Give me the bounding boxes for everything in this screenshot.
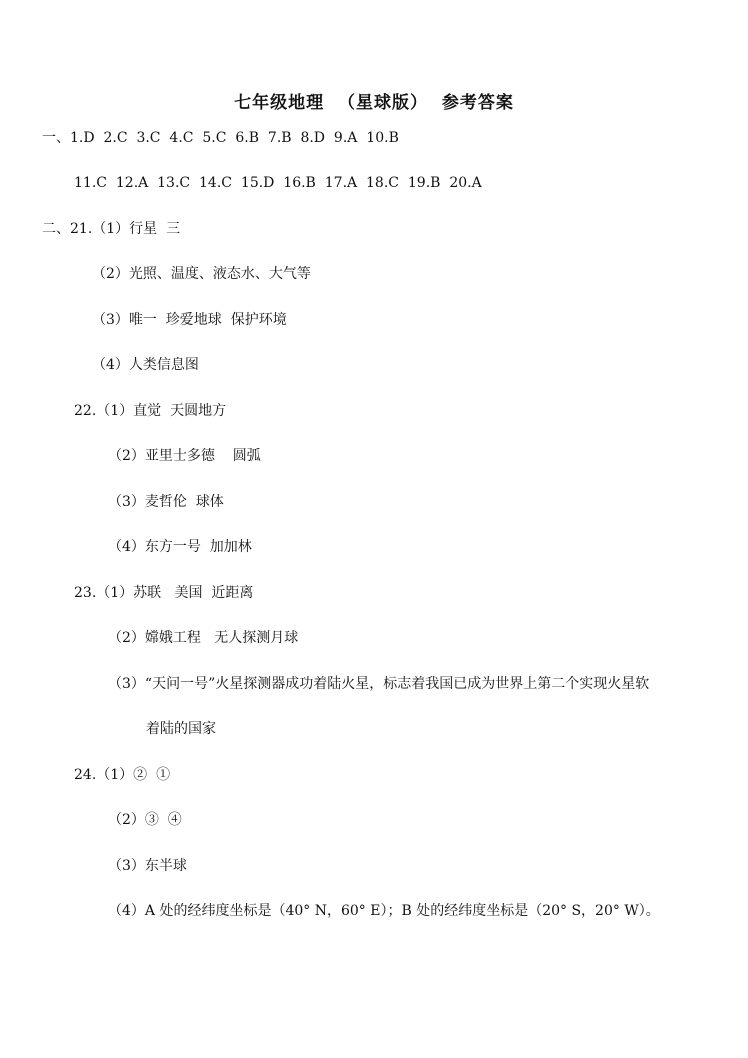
page-title: 七年级地理 （星球版） 参考答案	[234, 93, 514, 113]
answer-line-q21-1: 二、21.（1）行星 三	[42, 221, 181, 237]
answer-line-q22-3: （3）麦哲伦 球体	[108, 494, 224, 510]
answer-line-q22-1: 22.（1）直觉 天圆地方	[74, 403, 227, 419]
answer-line-q21-4: （4）人类信息图	[92, 357, 199, 373]
answer-line-q23-1: 23.（1）苏联 美国 近距离	[74, 585, 254, 601]
answer-line-q22-4: （4）东方一号 加加林	[108, 539, 252, 555]
answer-line-q23-3: （3）“天问一号”火星探测器成功着陆火星，标志着我国已成为世界上第二个实现火星软	[108, 676, 650, 692]
answer-line-q24-3: （3）东半球	[108, 858, 187, 874]
answer-line-q22-2: （2）亚里士多德 圆弧	[108, 448, 261, 464]
answer-line-q24-1: 24.（1）② ①	[74, 767, 171, 783]
answer-line-choice-11-20: 11.C 12.A 13.C 14.C 15.D 16.B 17.A 18.C 19.B 20.A	[74, 175, 482, 191]
answer-line-q24-2: （2）③ ④	[108, 812, 182, 828]
answer-line-choice-1-10: 一、1.D 2.C 3.C 4.C 5.C 6.B 7.B 8.D 9.A 10.B	[42, 130, 399, 146]
answer-line-q24-4: （4）A 处的经纬度坐标是（40° N，60° E）；B 处的经纬度坐标是（20° S，20° W）。	[108, 903, 660, 919]
answer-line-q21-2: （2）光照、温度、液态水、大气等	[92, 266, 311, 282]
answer-line-q21-3: （3）唯一 珍爱地球 保护环境	[92, 312, 287, 328]
answer-line-q23-2: （2）嫦娥工程 无人探测月球	[108, 630, 299, 646]
answer-line-q23-3-cont: 着陆的国家	[146, 721, 216, 737]
